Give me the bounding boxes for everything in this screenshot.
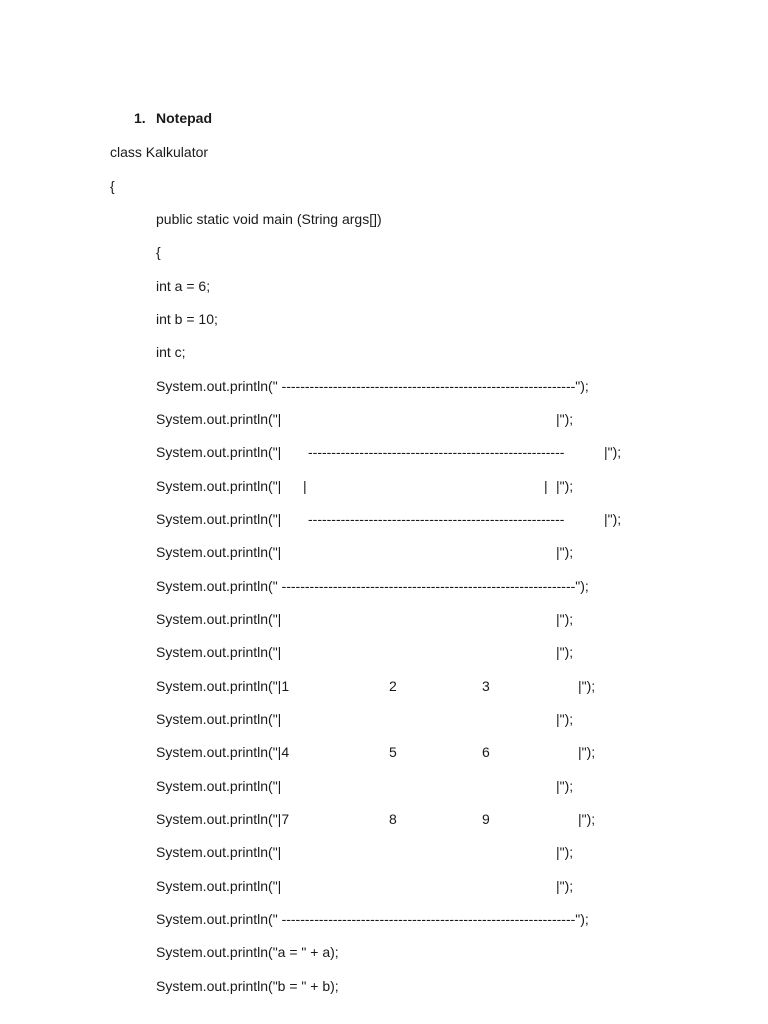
code-segment: System.out.println("| <box>156 478 282 494</box>
code-line-row14 <box>156 809 636 829</box>
code-line-row10 <box>156 676 636 696</box>
code-segment: System.out.println("| <box>156 511 282 527</box>
heading-title: Notepad <box>156 110 212 126</box>
code-line-row15 <box>156 842 636 862</box>
code-segment: System.out.println("| <box>156 644 282 660</box>
code-line-class-decl: class Kalkulator <box>110 144 209 160</box>
code-line-border-top: System.out.println(" ---------------------------------------------------------------"); <box>156 378 589 394</box>
code-line-row8 <box>156 609 636 629</box>
code-line-print-b: System.out.println("b = " + b); <box>156 978 339 994</box>
code-segment: |"); <box>556 411 574 427</box>
code-line-border-bottom: System.out.println(" ---------------------------------------------------------------"); <box>156 911 589 927</box>
code-line-open-brace: { <box>110 178 115 194</box>
code-segment: 6 <box>482 744 490 760</box>
code-line-row16 <box>156 876 636 896</box>
code-segment: |"); <box>556 778 574 794</box>
code-segment: 3 <box>482 678 490 694</box>
section-heading <box>134 110 212 126</box>
code-segment: |"); <box>578 678 596 694</box>
code-segment: |"); <box>604 444 622 460</box>
code-segment: |"); <box>556 544 574 560</box>
code-segment: |"); <box>556 478 574 494</box>
code-line-main-brace: { <box>156 244 161 260</box>
code-segment: ------------------------------------------------------- <box>308 511 565 527</box>
code-segment: System.out.println("| <box>156 611 282 627</box>
code-segment: |"); <box>604 511 622 527</box>
code-segment: System.out.println("| <box>156 844 282 860</box>
code-segment: 8 <box>389 811 397 827</box>
code-segment: System.out.println("| <box>156 778 282 794</box>
code-segment: 5 <box>389 744 397 760</box>
code-line-main-decl: public static void main (String args[]) <box>156 211 382 227</box>
code-line-row12 <box>156 742 636 762</box>
code-segment: 2 <box>389 678 397 694</box>
code-segment: | <box>303 478 307 494</box>
code-segment: System.out.println("|1 <box>156 678 290 694</box>
code-segment: System.out.println("| <box>156 878 282 894</box>
code-line-print-a: System.out.println("a = " + a); <box>156 944 339 960</box>
code-line-row11 <box>156 709 636 729</box>
code-line-row6 <box>156 542 636 562</box>
heading-number: 1. <box>134 110 146 126</box>
code-segment: System.out.println("| <box>156 711 282 727</box>
code-line-row13 <box>156 776 636 796</box>
code-line-row5 <box>156 509 636 529</box>
code-segment: System.out.println("| <box>156 444 282 460</box>
code-segment: System.out.println("|7 <box>156 811 290 827</box>
code-segment: System.out.println("| <box>156 544 282 560</box>
code-line-row4 <box>156 476 636 496</box>
code-segment: |"); <box>578 744 596 760</box>
code-segment: 9 <box>482 811 490 827</box>
code-segment: |"); <box>556 644 574 660</box>
code-line-border-mid: System.out.println(" ---------------------------------------------------------------"); <box>156 578 589 594</box>
code-segment: |"); <box>578 811 596 827</box>
code-segment: |"); <box>556 844 574 860</box>
code-segment: |"); <box>556 611 574 627</box>
code-line-int-b: int b = 10; <box>156 311 218 327</box>
code-line-int-c: int c; <box>156 344 186 360</box>
code-line-row3 <box>156 442 636 462</box>
code-segment: System.out.println("|4 <box>156 744 290 760</box>
code-segment: |"); <box>556 878 574 894</box>
code-line-row2 <box>156 409 636 429</box>
code-segment: System.out.println("| <box>156 411 282 427</box>
code-line-row9 <box>156 642 636 662</box>
code-segment: |"); <box>556 711 574 727</box>
code-segment: | <box>544 478 548 494</box>
code-segment: ------------------------------------------------------- <box>308 444 565 460</box>
code-line-int-a: int a = 6; <box>156 278 211 294</box>
